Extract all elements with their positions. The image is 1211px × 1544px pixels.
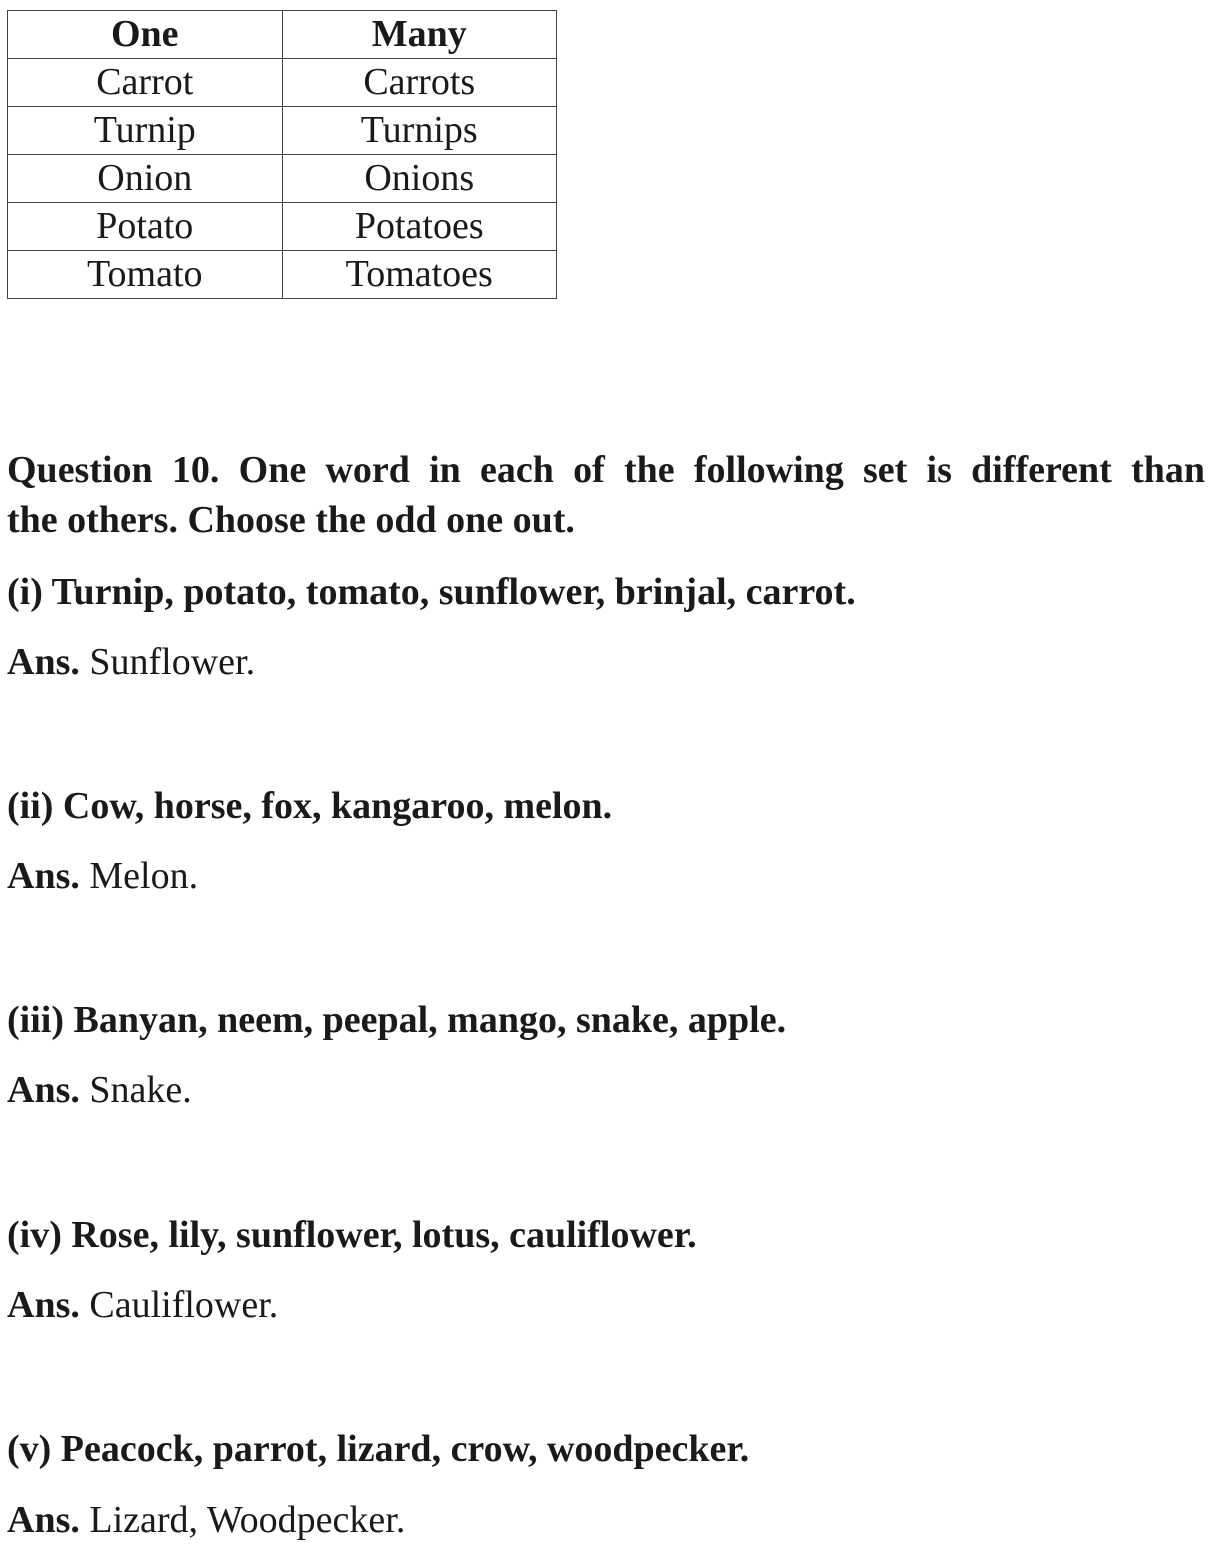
cell-many: Tomatoes: [282, 251, 557, 299]
item-question: (iv) Rose, lily, sunflower, lotus, cauliflower.: [7, 1214, 697, 1256]
cell-one: Potato: [8, 203, 283, 251]
item-question: (i) Turnip, potato, tomato, sunflower, brinjal, carrot.: [7, 571, 856, 613]
ans-label: Ans.: [7, 855, 80, 897]
answer-text: Lizard, Woodpecker.: [89, 1499, 406, 1541]
header-one: One: [8, 11, 283, 59]
item-answer: [7, 1283, 278, 1327]
table-row: [8, 107, 557, 155]
ans-label: Ans.: [7, 1499, 80, 1541]
cell-one: Carrot: [8, 59, 283, 107]
cell-many: Carrots: [282, 59, 557, 107]
cell-one: Tomato: [8, 251, 283, 299]
cell-many: Potatoes: [282, 203, 557, 251]
item-question: (iii) Banyan, neem, peepal, mango, snake, apple.: [7, 999, 787, 1041]
ans-label: Ans.: [7, 1069, 80, 1111]
answer-text: Sunflower.: [89, 641, 256, 683]
question-heading-line1: Question 10. One word in each of the following set is different than: [7, 449, 1205, 491]
ans-label: Ans.: [7, 641, 80, 683]
table-row: [8, 203, 557, 251]
table-row: [8, 59, 557, 107]
item-question: (v) Peacock, parrot, lizard, crow, woodpecker.: [7, 1428, 750, 1470]
item-answer: [7, 640, 255, 684]
table-header-row: [8, 11, 557, 59]
item-question: (ii) Cow, horse, fox, kangaroo, melon.: [7, 785, 613, 827]
question-heading-line2: the others. Choose the odd one out.: [7, 499, 575, 541]
answer-text: Cauliflower.: [89, 1284, 279, 1326]
cell-many: Turnips: [282, 107, 557, 155]
table-row: [8, 155, 557, 203]
one-many-table: [7, 10, 557, 299]
cell-one: Onion: [8, 155, 283, 203]
table-row: [8, 251, 557, 299]
answer-text: Snake.: [89, 1069, 192, 1111]
answer-text: Melon.: [89, 855, 199, 897]
item-answer: [7, 854, 198, 898]
item-answer: [7, 1498, 405, 1542]
cell-many: Onions: [282, 155, 557, 203]
item-answer: [7, 1068, 192, 1112]
ans-label: Ans.: [7, 1284, 80, 1326]
header-many: Many: [282, 11, 557, 59]
cell-one: Turnip: [8, 107, 283, 155]
